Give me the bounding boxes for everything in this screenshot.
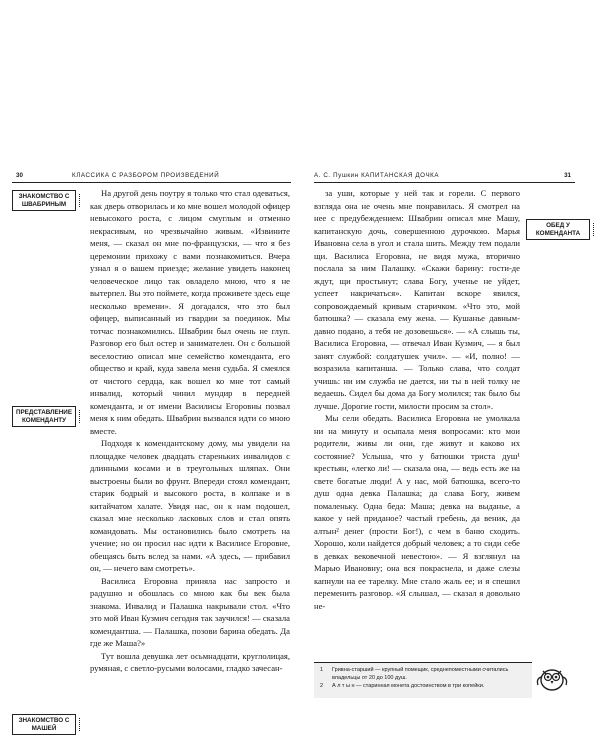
margin-tag-commandant: ПРЕДСТАВЛЕНИЕ КОМЕНДАНТУ — [12, 406, 76, 427]
paragraph: Тут вошла девушка лет осьмнадцати, круглолицая, румяная, с светло-русыми волосами, гладко зачесан- — [90, 650, 290, 673]
paragraph: На другой день поутру я только что стал одеваться, как дверь отворилась и ко мне вошел молодой офицер невысокого роста, с лицом смуглым и отменно некрасивым, но чрезвычайно живым. «Извините меня, — сказал он мне по-французски, — что я без церемонии прихожу с вами познакомиться. Вчера узнал я о вашем приезде; желание увидеть наконец человеческое лицо так овладело мною, что я не вытерпел. Вы это поймете, когда проживете здесь еще несколько времени». Я догадался, что это был офицер, выписанный из гвардии за поединок. Мы тотчас познакомились. Швабрин был очень не глуп. Разговор его был остер и занимателен. Он с большой веселостию описал мне семейство коменданта, его общество и край, куда завела меня судьба. Я смеялся от чистого сердца, как вошел ко мне тот самый инвалид, который чинил мундир в передней коменданта, и от имени Василисы Егоровны позвал меня к ним обедать. Швабрин вызвался идти со мною вместе. — [90, 188, 290, 436]
right-body-text — [314, 187, 520, 612]
paragraph: Подходя к комендантскому дому, мы увидели на площадке человек двадцать стареньких инвалидов с длинными косами и в треугольных шляпах. Они выстроены были во фрунт. Впереди стоял комендант, старик бодрый и высокого роста, в колпаке и в китайчатом халате. Увидя нас, он к нам подошел, сказал мне несколько ласковых слов и стал опять командовать. Мы остановились было смотреть на учение; но он просил нас идти к Василисе Егоровне, обещаясь быть вслед за нами. «А здесь, — прибавил он, — нечего вам смотреть». — [90, 438, 290, 573]
footnote-text: А л т ы н — старинная монета достоинством в три копейки. — [332, 683, 485, 689]
footnote-number: 1 — [320, 667, 324, 673]
left-page — [12, 170, 300, 732]
margin-tag-shvabrin: ЗНАКОМСТВО С ШВАБРИНЫМ — [12, 190, 76, 211]
left-running-header — [12, 170, 291, 183]
footnotes — [314, 662, 532, 698]
paragraph: за уши, которые у ней так и горели. С первого взгляда она не очень мне понравилась. Я смотрел на нее с предубеждением: Швабрин описал мне Машу, капитанскую дочь, совершенною дурочкою. Марья Ивановна села в угол и стала шить. Между тем подали щи. Василиса Егоровна, не видя мужа, вторично послала за ним Палашку. «Скажи барину: гости-де ждут, щи простынут; слава Богу, ученье не уйдет, успеет накричаться». Капитан вскоре явился, сопровождаемый кривым старичком. «Что это, мой батюшка? — сказала ему жена. — Кушанье давным-давно подано, а тебя не дозовешься». — «А слышь ты, Василиса Егоровна, — отвечал Иван Кузмич, — я был занят службой: солдатушек учил». — «И, полно! — возразила капитанша. — Только слава, что солдат учишь: ни им служба не дается, ни ты в ней толку не ведаешь. Сидел бы дома да Богу молился; так было бы лучше. Дорогие гости, милости просим за стол». — [314, 188, 520, 411]
right-page-number: 31 — [564, 172, 571, 179]
margin-tag-dinner: ОБЕД У КОМЕНДАНТА — [526, 219, 590, 240]
left-header-title: КЛАССИКА С РАЗБОРОМ ПРОИЗВЕДЕНИЙ — [72, 172, 220, 179]
right-page — [304, 170, 592, 710]
paragraph: Мы сели обедать. Василиса Егоровна не умолкала ни на минуту и осыпала меня вопросами: кто мои родители, живы ли они, где живут и каково их состояние? Услыша, что у батюшки триста душ¹ крестьян, «легко ли! — сказала она, — ведь есть же на свете богатые люди! А у нас, мой батюшка, всего-то душ одна девка Палашка; да слава Богу, живем помаленьку. Одна беда: Маша; девка на выданье, а какое у ней приданое? частый гребень, да веник, да алтын² денег (прости Бог!), с чем в баню сходить. Хорошо, коли найдется добрый человек; а то сиди себе в девках вековечной невестою». — Я взглянул на Марью Ивановну; она вся покраснела, и даже слезы капнули на ее тарелку. Мне стало жаль ее; и я спешил переменить разговор. «Я слышал, — сказал я довольно не- — [314, 413, 520, 611]
footnote-number: 2 — [320, 683, 324, 689]
owl-mascot-icon — [534, 663, 570, 693]
left-body-text — [90, 187, 290, 675]
left-page-number: 30 — [16, 172, 23, 179]
footnote — [320, 667, 526, 682]
footnote — [320, 683, 526, 691]
paragraph: Василиса Егоровна приняла нас запросто и радушно и обошлась со мною как бы век была знакома. Инвалид и Палашка накрывали стол. «Что это мой Иван Кузмич сегодня так заучился! — сказала комендантша. — Палашка, позови барина обедать. Да где же Маша?» — [90, 575, 290, 648]
right-header-title: А. С. Пушкин КАПИТАНСКАЯ ДОЧКА — [314, 172, 440, 179]
right-running-header — [314, 170, 575, 183]
margin-tag-masha: ЗНАКОМСТВО С МАШЕЙ — [12, 714, 76, 735]
footnote-text: Гривна-старший — крупный помещик, среднепоместными считались владельцы от 20 до 100 душ. — [332, 667, 509, 681]
